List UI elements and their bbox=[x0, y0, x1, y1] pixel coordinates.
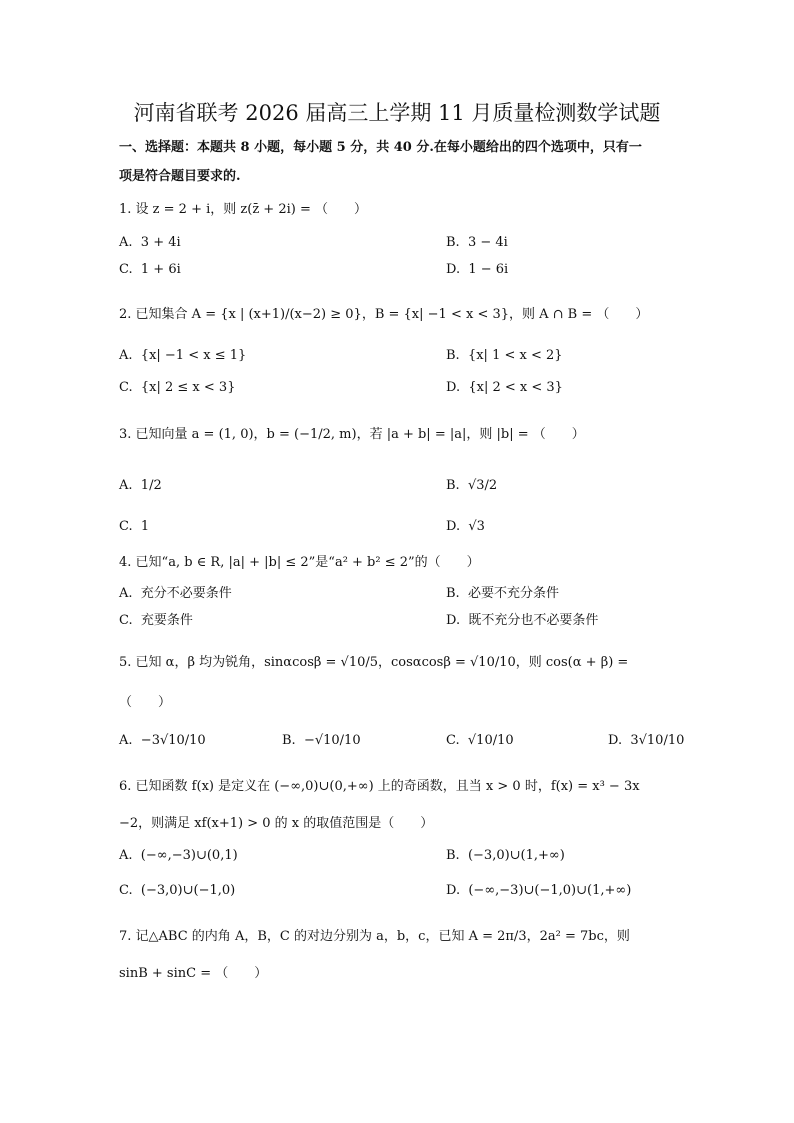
question-text: 记△ABC 的内角 A，B，C 的对边分别为 a，b，c，已知 A = 2π/3，2a² = 7bc，则 bbox=[135, 929, 630, 944]
option-a: A. (−∞,−3)∪(0,1) bbox=[119, 848, 238, 863]
question-text: 已知集合 A = {x | (x+1)/(x−2) ≥ 0}，B = {x| −1 < x < 3}，则 A ∩ B = （ ） bbox=[135, 307, 649, 322]
question-6-continued: −2，则满足 xf(x+1) > 0 的 x 的取值范围是（ ） bbox=[119, 816, 434, 831]
option-d: D. {x| 2 < x < 3} bbox=[446, 380, 563, 395]
question-number: 4. bbox=[119, 555, 132, 570]
option-c-text: (−3,0)∪(−1,0) bbox=[140, 883, 236, 898]
question-5-continued: （ ） bbox=[119, 695, 172, 710]
option-c-text: √10/10 bbox=[467, 733, 514, 748]
option-b: B. 3 − 4i bbox=[446, 235, 508, 250]
option-a-text: {x| −1 < x ≤ 1} bbox=[140, 348, 247, 363]
option-a: A. 1/2 bbox=[119, 478, 162, 493]
option-d-text: {x| 2 < x < 3} bbox=[468, 380, 563, 395]
option-d: D. (−∞,−3)∪(−1,0)∪(1,+∞) bbox=[446, 883, 632, 898]
question-7-continued: sinB + sinC = （ ） bbox=[119, 966, 268, 981]
option-a: A. 3 + 4i bbox=[119, 235, 181, 250]
question-number: 2. bbox=[119, 307, 132, 322]
option-a: A. −3√10/10 bbox=[119, 733, 206, 748]
option-d-text: √3 bbox=[468, 519, 485, 534]
question-text: 已知“a, b ∈ R, |a| + |b| ≤ 2”是“a² + b² ≤ 2”的（ ） bbox=[135, 555, 480, 570]
question-number: 1. bbox=[119, 202, 132, 217]
option-a: A. 充分不必要条件 bbox=[119, 586, 232, 601]
option-d-text: (−∞,−3)∪(−1,0)∪(1,+∞) bbox=[468, 883, 632, 898]
question-3 bbox=[119, 423, 585, 442]
question-4 bbox=[119, 551, 480, 570]
page-title: 河南省联考 2026 届高三上学期 11 月质量检测数学试题 bbox=[133, 101, 661, 125]
option-a-text: 充分不必要条件 bbox=[140, 586, 232, 601]
question-number: 6. bbox=[119, 779, 132, 794]
option-a-text: 1/2 bbox=[140, 478, 162, 493]
section-heading-line2: 项是符合题目要求的. bbox=[119, 169, 241, 184]
option-b-text: √3/2 bbox=[467, 478, 498, 493]
option-a-text: −3√10/10 bbox=[140, 733, 206, 748]
question-7 bbox=[119, 925, 630, 944]
option-c: C. (−3,0)∪(−1,0) bbox=[119, 883, 236, 898]
option-c: C. √10/10 bbox=[446, 733, 514, 748]
option-b-text: 必要不充分条件 bbox=[467, 586, 559, 601]
option-b-text: 3 − 4i bbox=[467, 235, 508, 250]
option-d: D. 1 − 6i bbox=[446, 262, 509, 277]
option-c: C. 1 + 6i bbox=[119, 262, 181, 277]
option-b-text: −√10/10 bbox=[303, 733, 361, 748]
option-c-text: {x| 2 ≤ x < 3} bbox=[140, 380, 236, 395]
option-b: B. {x| 1 < x < 2} bbox=[446, 348, 563, 363]
option-d: D. 既不充分也不必要条件 bbox=[446, 613, 599, 628]
question-number: 7. bbox=[119, 929, 132, 944]
question-2 bbox=[119, 303, 648, 322]
section-heading bbox=[119, 133, 679, 191]
question-text: 已知向量 a = (1, 0)，b = (−1/2, m)，若 |a + b| = |a|，则 |b| = （ ） bbox=[135, 427, 585, 442]
question-6 bbox=[119, 775, 640, 794]
section-heading-line1: 一、选择题：本题共 8 小题，每小题 5 分，共 40 分.在每小题给出的四个选项中，只有一 bbox=[119, 140, 642, 155]
option-d-text: 1 − 6i bbox=[468, 262, 509, 277]
option-b: B. 必要不充分条件 bbox=[446, 586, 559, 601]
question-text: 已知函数 f(x) 是定义在 (−∞,0)∪(0,+∞) 上的奇函数，且当 x > 0 时，f(x) = x³ − 3x bbox=[135, 779, 640, 794]
option-b-text: {x| 1 < x < 2} bbox=[467, 348, 563, 363]
option-a: A. {x| −1 < x ≤ 1} bbox=[119, 348, 247, 363]
option-b: B. (−3,0)∪(1,+∞) bbox=[446, 848, 565, 863]
option-a-text: 3 + 4i bbox=[140, 235, 181, 250]
option-a-text: (−∞,−3)∪(0,1) bbox=[140, 848, 238, 863]
question-text: 设 z = 2 + i，则 z(z̄ + 2i) = （ ） bbox=[135, 202, 367, 217]
question-number: 5. bbox=[119, 655, 132, 670]
option-c: C. 充要条件 bbox=[119, 613, 193, 628]
option-b: B. −√10/10 bbox=[282, 733, 361, 748]
question-number: 3. bbox=[119, 427, 132, 442]
option-d-text: 既不充分也不必要条件 bbox=[468, 613, 599, 628]
option-c-text: 1 + 6i bbox=[140, 262, 181, 277]
option-d: D. 3√10/10 bbox=[608, 733, 685, 748]
question-text: 已知 α，β 均为锐角，sinαcosβ = √10/5，cosαcosβ = √10/10，则 cos(α + β) = bbox=[135, 655, 629, 670]
option-d-text: 3√10/10 bbox=[630, 733, 685, 748]
option-b-text: (−3,0)∪(1,+∞) bbox=[467, 848, 565, 863]
option-d: D. √3 bbox=[446, 519, 485, 534]
question-5 bbox=[119, 651, 628, 670]
option-c: C. {x| 2 ≤ x < 3} bbox=[119, 380, 236, 395]
option-c-text: 充要条件 bbox=[140, 613, 193, 628]
question-1 bbox=[119, 198, 367, 217]
option-c-text: 1 bbox=[140, 519, 150, 534]
option-c: C. 1 bbox=[119, 519, 150, 534]
option-b: B. √3/2 bbox=[446, 478, 498, 493]
